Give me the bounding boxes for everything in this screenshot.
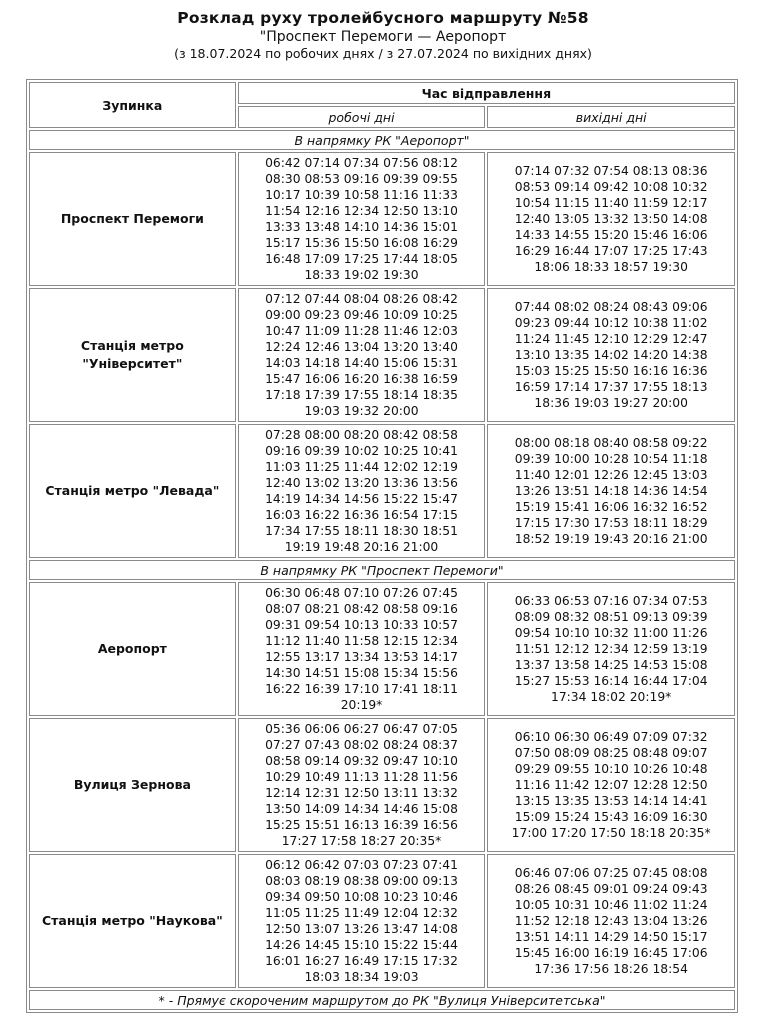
direction-label: В напрямку РК "Аеропорт" <box>29 130 735 150</box>
weekend-header: вихідні дні <box>487 106 735 128</box>
departure-time-header: Час відправлення <box>238 82 735 104</box>
page-header <box>0 0 766 62</box>
weekend-times: 08:00 08:18 08:40 08:58 09:22 09:39 10:00 10:28 10:54 11:18 11:40 12:01 12:26 12:45 13:03 13:26 13:51 14:18 14:36 14:54 15:19 15:41 16:06 16:32 16:52 17:15 17:30 17:53 18:11 18:29 18:52 19:19 19:43 20:16 21:00 <box>487 424 735 558</box>
schedule-table <box>26 79 738 1013</box>
table-row <box>29 718 735 852</box>
route-name: "Проспект Перемоги — Аеропорт <box>259 29 507 45</box>
table-row <box>29 288 735 422</box>
weekend-times: 06:46 07:06 07:25 07:45 08:08 08:26 08:45 09:01 09:24 09:43 10:05 10:31 10:46 11:02 11:24 11:52 12:18 12:43 13:04 13:26 13:51 14:11 14:29 14:50 15:17 15:45 16:00 16:19 16:45 17:06 17:36 17:56 18:26 18:54 <box>487 854 735 988</box>
direction-label: В напрямку РК "Проспект Перемоги" <box>29 560 735 580</box>
stop-name: Проспект Перемоги <box>29 152 236 286</box>
workdays-header: робочі дні <box>238 106 486 128</box>
weekend-times: 06:33 06:53 07:16 07:34 07:53 08:09 08:32 08:51 09:13 09:39 09:54 10:10 10:32 11:00 11:26 11:51 12:12 12:34 12:59 13:19 13:37 13:58 14:25 14:53 15:08 15:27 15:53 16:14 16:44 17:04 17:34 18:02 20:19* <box>487 582 735 716</box>
footnote-row <box>29 990 735 1010</box>
page-title: Розклад руху тролейбусного маршруту №58 <box>177 9 589 27</box>
direction-row <box>29 130 735 150</box>
workday-times: 07:28 08:00 08:20 08:42 08:58 09:16 09:39 10:02 10:25 10:41 11:03 11:25 11:44 12:02 12:19 12:40 13:02 13:20 13:36 13:56 14:19 14:34 14:56 15:22 15:47 16:03 16:22 16:36 16:54 17:15 17:34 17:55 18:11 18:30 18:51 19:19 19:48 20:16 21:00 <box>238 424 486 558</box>
table-row <box>29 424 735 558</box>
stop-name: Аеропорт <box>29 582 236 716</box>
workday-times: 06:30 06:48 07:10 07:26 07:45 08:07 08:21 08:42 08:58 09:16 09:31 09:54 10:13 10:33 10:57 11:12 11:40 11:58 12:15 12:34 12:55 13:17 13:34 13:53 14:17 14:30 14:51 15:08 15:34 15:56 16:22 16:39 17:10 17:41 18:11 20:19* <box>238 582 486 716</box>
workday-times: 06:12 06:42 07:03 07:23 07:41 08:03 08:19 08:38 09:00 09:13 09:34 09:50 10:08 10:23 10:46 11:05 11:25 11:49 12:04 12:32 12:50 13:07 13:26 13:47 14:08 14:26 14:45 15:10 15:22 15:44 16:01 16:27 16:49 17:15 17:32 18:03 18:34 19:03 <box>238 854 486 988</box>
table-row <box>29 582 735 716</box>
workday-times: 05:36 06:06 06:27 06:47 07:05 07:27 07:43 08:02 08:24 08:37 08:58 09:14 09:32 09:47 10:10 10:29 10:49 11:13 11:28 11:56 12:14 12:31 12:50 13:11 13:32 13:50 14:09 14:34 14:46 15:08 15:25 15:51 16:13 16:39 16:56 17:27 17:58 18:27 20:35* <box>238 718 486 852</box>
table-row <box>29 854 735 988</box>
workday-times: 06:42 07:14 07:34 07:56 08:12 08:30 08:53 09:16 09:39 09:55 10:17 10:39 10:58 11:16 11:33 11:54 12:16 12:34 12:50 13:10 13:33 13:48 14:10 14:36 15:01 15:17 15:36 15:50 16:08 16:29 16:48 17:09 17:25 17:44 18:05 18:33 19:02 19:30 <box>238 152 486 286</box>
weekend-times: 06:10 06:30 06:49 07:09 07:32 07:50 08:09 08:25 08:48 09:07 09:29 09:55 10:10 10:26 10:48 11:16 11:42 12:07 12:28 12:50 13:15 13:35 13:53 14:14 14:41 15:09 15:24 15:43 16:09 16:30 17:00 17:20 17:50 18:18 20:35* <box>487 718 735 852</box>
table-row <box>29 152 735 286</box>
weekend-times: 07:44 08:02 08:24 08:43 09:06 09:23 09:44 10:12 10:38 11:02 11:24 11:45 12:10 12:29 12:47 13:10 13:35 14:02 14:20 14:38 15:03 15:25 15:50 16:16 16:36 16:59 17:14 17:37 17:55 18:13 18:36 19:03 19:27 20:00 <box>487 288 735 422</box>
stop-name: Станція метро "Наукова" <box>29 854 236 988</box>
validity-period: (з 18.07.2024 по робочих днях / з 27.07.2024 по вихідних днях) <box>174 46 592 61</box>
header-row <box>29 82 735 104</box>
stop-name: Вулиця Зернова <box>29 718 236 852</box>
stop-name: Станція метро "Левада" <box>29 424 236 558</box>
direction-row <box>29 560 735 580</box>
workday-times: 07:12 07:44 08:04 08:26 08:42 09:00 09:23 09:46 10:09 10:25 10:47 11:09 11:28 11:46 12:03 12:24 12:46 13:04 13:20 13:40 14:03 14:18 14:40 15:06 15:31 15:47 16:06 16:20 16:38 16:59 17:18 17:39 17:55 18:14 18:35 19:03 19:32 20:00 <box>238 288 486 422</box>
stop-column-header: Зупинка <box>29 82 236 128</box>
footnote: * - Прямує скороченим маршрутом до РК "Вулиця Університетська" <box>29 990 735 1010</box>
stop-name: Станція метро "Університет" <box>29 288 236 422</box>
weekend-times: 07:14 07:32 07:54 08:13 08:36 08:53 09:14 09:42 10:08 10:32 10:54 11:15 11:40 11:59 12:17 12:40 13:05 13:32 13:50 14:08 14:33 14:55 15:20 15:46 16:06 16:29 16:44 17:07 17:25 17:43 18:06 18:33 18:57 19:30 <box>487 152 735 286</box>
